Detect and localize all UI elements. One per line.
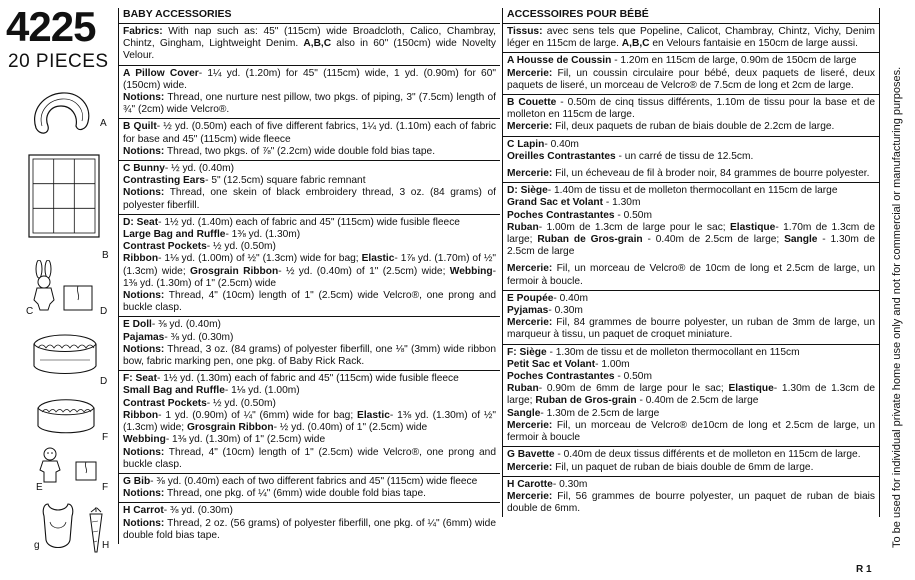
fr-f-sangle-label: Sangle	[507, 407, 541, 419]
fr-d-merc-label: Mercerie:	[507, 263, 553, 275]
en-c-head: C Bunny	[123, 163, 165, 175]
en-f-notions-label: Notions:	[123, 446, 165, 458]
fr-b-merc: Fil, deux paquets de ruban de biais double de 2.2cm de large.	[552, 121, 835, 133]
fr-d-sangle-label: Sangle	[784, 234, 818, 246]
label-a: A	[100, 118, 107, 129]
seat-small-illustration	[34, 392, 98, 438]
en-b-head: B Quilt	[123, 121, 157, 133]
en-a-notions-label: Notions:	[123, 92, 165, 104]
fr-f-merc-label: Mercerie:	[507, 419, 553, 431]
en-c-ears: - 5" (12.5cm) square fabric remnant	[205, 175, 366, 187]
french-column	[502, 8, 880, 517]
english-title: BABY ACCESSORIES	[118, 8, 500, 24]
fr-h-head: H Carotte	[507, 478, 553, 490]
fr-tissus-text2: en Velours fantaisie en 150cm de large aussi.	[649, 38, 858, 50]
fr-c-head: C Lapin	[507, 138, 545, 150]
en-e-text: - ⅜ yd. (0.40m)	[151, 319, 221, 331]
en-h-notions: Thread, 2 oz. (56 grams) of polyester fiberfill, one pkg. of ¼" (6mm) wide double fold bias tape.	[123, 517, 496, 541]
en-h-text: - ⅜ yd. (0.30m)	[163, 505, 233, 517]
label-c: C	[26, 306, 34, 317]
fr-d-elastique-label: Elastique	[730, 221, 776, 233]
en-e-pj-label: Pajamas	[123, 331, 165, 343]
fr-f-elastique: - 1.30m de 1.3cm de large;	[507, 383, 876, 407]
fr-f-block	[502, 345, 880, 448]
fr-f-ruban: - 0.90m de 6mm de large pour le sac;	[538, 383, 729, 395]
en-d-block	[118, 215, 500, 318]
fr-c-merc: Fil, un écheveau de fil à broder noir, 84 grammes de bourre polyester.	[552, 168, 870, 180]
fr-d-merc: Fil, un morceau de Velcro® de 10cm de long et 2.5cm de large, un fermoir à boucle.	[507, 263, 875, 287]
en-b-notions: Thread, two pkgs. of ⅞" (2.2cm) wide double fold bias tape.	[164, 145, 436, 157]
fr-a-text: - 1.20m en 115cm de large, 0.90m de 150cm de large	[611, 55, 857, 67]
en-e-block	[118, 317, 500, 371]
en-fabrics-text: With nap such as: 45" (115cm) wide Broadcloth, Calico, Chambray, Chintz, Gingham, Lightweight Denim.	[123, 26, 496, 50]
fr-f-pockets: - 0.50m	[614, 371, 652, 383]
label-d2: D	[100, 376, 108, 387]
en-d-webbing-label: Webbing	[449, 265, 493, 277]
fr-a-merc-label: Mercerie:	[507, 67, 553, 79]
en-f-head: F: Seat	[123, 373, 157, 385]
fr-f-bag: - 1.00m	[595, 358, 630, 370]
fr-e-block	[502, 291, 880, 345]
fr-e-merc: Fil, 84 grammes de bourre polyester, un ruban de 3mm de large, un marqueur à tissu, un paquet de croquet miniature.	[507, 317, 875, 341]
en-h-notions-label: Notions:	[123, 517, 165, 529]
usage-note-text: To be used for individual private home use only and not for commercial or manufacturing purposes.	[891, 66, 903, 548]
fr-d-elastique: - 1.70m de 1.3cm de large;	[507, 221, 875, 246]
en-d-ribbon: - 1⅛ yd. (1.00m) of ½" (1.3cm) wide for bag;	[158, 253, 362, 265]
en-d-pockets: - ½ yd. (0.50m)	[206, 241, 276, 253]
fr-f-text: - 1.30m de tissu et de molleton thermocollant en 115cm	[546, 346, 800, 358]
en-d-grosgrain: - ½ yd. (0.40m) of 1" (2.5cm) wide;	[278, 265, 450, 277]
pieces-count: 20 PIECES	[8, 51, 109, 72]
fr-a-merc: Fil, un coussin circulaire pour bébé, deux paquets de liseré, deux paquets de liseré, un morceau de Velcro® de 7.5cm de long et 2cm de large.	[507, 67, 875, 91]
label-f2: F	[102, 482, 109, 493]
en-g-text: - ⅜ yd. (0.40m) each of two different fabrics and 45" (115cm) wide fleece	[150, 475, 478, 487]
en-fabrics-text2: also in 60" (150cm) wide Novelty Velour.	[123, 38, 496, 62]
en-g-block	[118, 474, 500, 503]
french-title: ACCESSOIRES POUR BÉBÉ	[502, 8, 880, 24]
en-f-pockets: - ½ yd. (0.50m)	[206, 397, 276, 409]
en-d-head: D: Seat	[123, 216, 159, 228]
en-a-block	[118, 66, 500, 120]
en-d-elastic-label: Elastic	[361, 253, 395, 265]
fr-e-pj: - 0.30m	[548, 305, 583, 317]
left-strip	[0, 0, 118, 580]
fr-c-block	[502, 137, 880, 184]
fr-d-grosgrain: - 0.40m de 2.5cm de large;	[642, 234, 785, 246]
en-g-notions-label: Notions:	[123, 488, 165, 500]
fr-f-merc: Fil, un morceau de Velcro® de10cm de long et 2.5cm de large, un fermoir à boucle	[507, 419, 875, 444]
bunny-illustration	[30, 260, 58, 312]
fr-h-text: - 0.30m	[552, 478, 588, 490]
fr-f-bag-label: Petit Sac et Volant	[507, 358, 596, 370]
en-c-notions: Thread, one skein of black embroidery thread, 3 oz. (84 grams) of polyester fiberfill.	[123, 187, 496, 211]
en-f-text: - 1½ yd. (1.30m) each of fabric and 45" (115cm) wide fusible fleece	[156, 373, 459, 385]
fr-e-merc-label: Mercerie:	[507, 317, 553, 329]
en-e-pj: - ⅜ yd. (0.30m)	[164, 331, 234, 343]
fr-f-head: F: Siège	[507, 346, 547, 358]
fr-a-head: A Housse de Coussin	[507, 55, 612, 67]
fr-g-merc: Fil, un paquet de ruban de biais double de 6mm de large.	[552, 461, 814, 473]
en-c-ears-label: Contrasting Ears	[123, 175, 206, 187]
en-g-notions: Thread, one pkg. of ¼" (6mm) wide double fold bias tape.	[164, 488, 426, 500]
en-f-grosgrain-label: Grosgrain Ribbon	[186, 422, 274, 434]
label-g: g	[34, 540, 40, 551]
fr-g-head: G Bavette	[507, 449, 555, 461]
en-c-text: - ½ yd. (0.40m)	[164, 163, 234, 175]
label-e: E	[36, 482, 43, 493]
en-e-notions: Thread, 3 oz. (84 grams) of polyester fiberfill, one ⅛" (3mm) wide ribbon bow, fabric marking pen, one pkg. of Baby Rick Rack.	[123, 343, 496, 368]
bag-small-illustration	[74, 458, 98, 482]
en-d-pockets-label: Contrast Pockets	[123, 241, 207, 253]
fr-b-head: B Couette	[507, 97, 557, 109]
en-fabrics-bold: A,B,C	[303, 38, 332, 50]
en-f-webbing-label: Webbing	[123, 434, 166, 446]
en-d-notions-label: Notions:	[123, 290, 165, 302]
fr-f-grosgrain: - 0.40m de 2.5cm de large	[636, 395, 759, 407]
fr-c-ears-label: Oreilles Contrastantes	[507, 150, 616, 162]
fr-b-block	[502, 95, 880, 137]
en-d-grosgrain-label: Grosgrain Ribbon	[190, 265, 279, 277]
en-b-text: - ½ yd. (0.50m) each of five different fabrics, 1¼ yd. (1.10m) each of fabric for base and 45" (115cm) wide fleece	[123, 121, 496, 145]
fr-a-block	[502, 53, 880, 95]
fr-g-block	[502, 447, 880, 476]
fr-h-merc-label: Mercerie:	[507, 490, 553, 502]
en-a-head: A Pillow Cover	[123, 67, 199, 79]
en-a-notions: Thread, one nurture nest pillow, two pkgs. of piping, 3" (7.5cm) length of ¾" (2cm) wide Velcro®.	[123, 92, 496, 116]
fr-e-pj-label: Pyjamas	[507, 305, 549, 317]
en-b-notions-label: Notions:	[123, 145, 165, 157]
label-d: D	[100, 306, 108, 317]
fr-g-text: - 0.40m de deux tissus différents et de molleton en 115cm de large.	[554, 449, 861, 461]
fr-f-elastique-label: Elastique	[728, 383, 774, 395]
english-column	[118, 8, 500, 544]
en-d-text: - 1½ yd. (1.40m) each of fabric and 45" (115cm) wide fusible fleece	[158, 216, 460, 228]
fr-b-text: - 0.50m de cinq tissus différents, 1.10m de tissu pour la base et de molleton en 115cm de large.	[507, 97, 875, 121]
doll-illustration	[38, 446, 62, 484]
en-b-block	[118, 119, 500, 161]
en-fabrics-label: Fabrics:	[123, 26, 163, 37]
fr-d-text: - 1.40m de tissu et de molleton thermocollant en 115cm de large	[547, 185, 838, 197]
en-a-text: - 1¼ yd. (1.20m) for 45" (115cm) wide, 1 yd. (0.90m) for 60" (150cm) wide.	[123, 67, 497, 91]
fr-b-merc-label: Mercerie:	[507, 121, 553, 133]
fr-e-head: E Poupée	[507, 292, 554, 304]
en-f-elastic-label: Elastic	[357, 409, 390, 421]
en-d-elastic: - 1⅞ yd. (1.70m) of ½" (1.3cm) wide;	[123, 253, 496, 277]
en-d-notions: Thread, 4" (10cm) length of 1" (2.5cm) wide Velcro®, one prong and buckle clasp.	[123, 290, 496, 314]
fr-d-block	[502, 183, 880, 291]
en-c-notions-label: Notions:	[123, 187, 165, 199]
fr-tissus-block	[502, 24, 880, 53]
quilt-illustration	[28, 154, 100, 238]
fr-h-block	[502, 477, 880, 518]
en-f-bag-label: Small Bag and Ruffle	[123, 385, 225, 397]
fr-d-pockets-label: Poches Contrastantes	[507, 209, 615, 221]
fr-d-ruban: - 1.00m de 1.3cm de large pour le sac;	[538, 221, 731, 233]
fr-d-sangle: - 1.30m de 2.5cm de large	[507, 234, 875, 258]
fr-d-grosgrain-label: Ruban de Gros-grain	[537, 234, 643, 246]
en-g-head: G Bib	[123, 475, 151, 487]
en-d-bag-label: Large Bag and Ruffle	[123, 229, 226, 241]
pattern-number: 4225	[6, 3, 96, 50]
seat-large-illustration	[30, 326, 100, 378]
page-code: R 1	[856, 564, 872, 575]
en-f-block	[118, 371, 500, 474]
label-b: B	[102, 250, 109, 261]
fr-tissus-label: Tissus:	[507, 26, 543, 37]
en-d-ribbon-label: Ribbon	[123, 253, 159, 265]
en-d-bag: - 1⅜ yd. (1.30m)	[225, 229, 301, 241]
bib-illustration	[40, 500, 76, 552]
fr-f-sangle: - 1.30m de 2.5cm de large	[540, 407, 660, 419]
fr-c-text: - 0.40m	[544, 138, 579, 150]
en-f-ribbon: - 1 yd. (0.90m) of ¼" (6mm) wide for bag;	[158, 409, 358, 421]
fr-d-ruban-label: Ruban	[507, 221, 539, 233]
fr-h-merc: Fil, 56 grammes de bourre polyester, un paquet de ruban de biais double de 6mm.	[507, 490, 875, 515]
en-d-webbing: - 1⅜ yd. (1.30m) of 1" (2.5cm) wide	[123, 265, 497, 289]
fr-g-merc-label: Mercerie:	[507, 461, 553, 473]
label-f: F	[102, 432, 109, 443]
en-e-head: E Doll	[123, 319, 152, 331]
fr-c-ears: - un carré de tissu de 12.5cm.	[615, 150, 754, 162]
en-f-webbing: - 1⅜ yd. (1.30m) of 1" (2.5cm) wide	[165, 434, 326, 446]
en-f-ribbon-label: Ribbon	[123, 409, 159, 421]
label-h: H	[102, 540, 110, 551]
usage-note	[891, 48, 905, 548]
en-fabrics-block	[118, 24, 500, 66]
fr-f-grosgrain-label: Ruban de Gros-grain	[535, 395, 637, 407]
fr-d-pockets: - 0.50m	[614, 209, 652, 221]
en-e-notions-label: Notions:	[123, 343, 165, 355]
pillow-illustration	[28, 88, 94, 136]
fr-c-merc-label: Mercerie:	[507, 168, 553, 180]
en-h-head: H Carrot	[123, 505, 164, 517]
fr-f-pockets-label: Poches Contrastantes	[507, 371, 615, 383]
fr-d-head: D: Siège	[507, 185, 548, 197]
en-f-elastic: - 1⅜ yd. (1.30m) of ½" (1.3cm) wide;	[123, 409, 496, 434]
en-f-pockets-label: Contrast Pockets	[123, 397, 207, 409]
en-f-bag: - 1⅛ yd. (1.00m)	[224, 385, 300, 397]
fr-e-text: - 0.40m	[553, 292, 588, 304]
fr-tissus-bold: A,B,C	[621, 38, 650, 50]
fr-tissus-text: avec sens tels que Popeline, Calicot, Chambray, Chintz, Vichy, Denim léger en 115cm de large.	[507, 26, 875, 50]
fr-f-ruban-label: Ruban	[507, 383, 539, 395]
bag-large-illustration	[62, 282, 94, 312]
fr-d-bag: - 1.30m	[603, 197, 641, 209]
en-h-block	[118, 503, 500, 544]
en-f-grosgrain: - ½ yd. (0.40m) of 1" (2.5cm) wide	[273, 422, 428, 434]
en-c-block	[118, 161, 500, 215]
fr-d-bag-label: Grand Sac et Volant	[507, 197, 604, 209]
en-f-notions: Thread, 4" (10cm) length of 1" (2.5cm) wide Velcro®, one prong and buckle clasp.	[123, 446, 496, 470]
